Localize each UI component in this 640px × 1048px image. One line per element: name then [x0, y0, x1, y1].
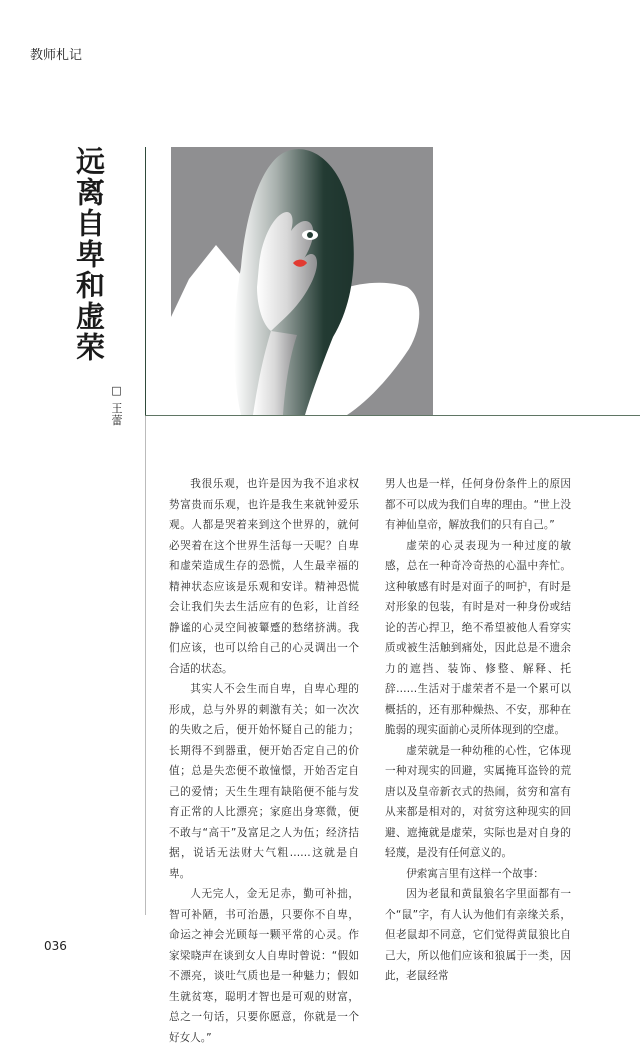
- text-column-left: [169, 474, 359, 1048]
- author-byline: □ 王蕾: [110, 384, 123, 427]
- paragraph: 男人也是一样，任何身份条件上的原因都不可以成为我们自卑的理由。“世上没有神仙皇帝，解放我们的只有自己。”: [385, 478, 571, 531]
- paragraph: 其实人不会生而自卑，自卑心理的形成，总与外界的刺激有关；如一次次的失败之后，便开始怀疑自己的能力；长期得不到器重，便开始否定自己的价值；总是失恋便不敢憧憬，开始否定自己的爱情；天生生理有缺陷便不能与发育正常的人比漂亮；家庭出身寒微，便不敢与“高干”及富足之人为伍；经济拮据，说话无法财大气粗……这就是自卑。: [169, 683, 359, 880]
- paragraph: 因为老鼠和黄鼠狼名字里面都有一个“鼠”字，有人认为他们有亲缘关系，但老鼠却不同意，它们觉得黄鼠狼比自己大，所以他们应该和狼属于一类，因此，老鼠经常: [385, 888, 571, 982]
- eye-pupil: [307, 232, 313, 238]
- title-rule: [145, 147, 146, 415]
- section-label: 教师札记: [30, 48, 83, 63]
- page-number: 036: [44, 939, 67, 953]
- text-column-right: [385, 474, 571, 987]
- column-rule: [145, 415, 146, 915]
- article-title: 远离自卑和虚荣: [72, 146, 106, 363]
- paragraph: 人无完人，金无足赤，勤可补拙，智可补陋，书可治愚，只要你不自卑，命运之神会光顾每一颗平常的心灵。作家梁晓声在谈到女人自卑时曾说：“假如不漂亮，谈吐气质也是一种魅力；假如生就贫寒，聪明才智也是可观的财富，总之一句话，只要你愿意，你就是一个好女人。”: [169, 888, 359, 1044]
- paragraph: 伊索寓言里有这样一个故事：: [406, 867, 544, 880]
- illustration-baseline-rule: [145, 415, 640, 416]
- paragraph: 虚荣的心灵表现为一种过度的敏感，总在一种奇冷奇热的心温中奔忙。这种敏感有时是对面子的呵护，有时是对形象的包装，有时是对一种身份或结论的苦心捍卫，绝不希望被他人看穿实质或被生活触到痛处，因此总是不遗余力的遮挡、装饰、修整、解释、托辞……生活对于虚荣者不是一个累可以概括的，还有那种燥热、不安，那种在脆弱的现实面前心灵所体现到的空虚。: [385, 539, 571, 736]
- woman-illustration: [171, 147, 433, 415]
- paragraph: 我很乐观，也许是因为我不追求权势富贵而乐观，也许是我生来就钟爱乐观。人都是哭着来到这个世界的，就何必哭着在这个世界生活每一天呢？自卑和虚荣造成生存的恐慌，人生最幸福的精神状态应该是乐观和安详。精神恐慌会让我们失去生活应有的色彩，让首经静谧的心灵空间被颦蹙的愁绪挤满。我们应该，也可以给自己的心灵调出一个合适的状态。: [169, 478, 359, 675]
- paragraph: 虚荣就是一种幼稚的心性，它体现一种对现实的回避，实属掩耳盗铃的荒唐以及皇帝新衣式的热闹，贫穷和富有从来都是相对的，对贫穷这种现实的回避、遮掩就是虚荣，实际也是对自身的轻蔑，是没有任何意义的。: [385, 744, 571, 859]
